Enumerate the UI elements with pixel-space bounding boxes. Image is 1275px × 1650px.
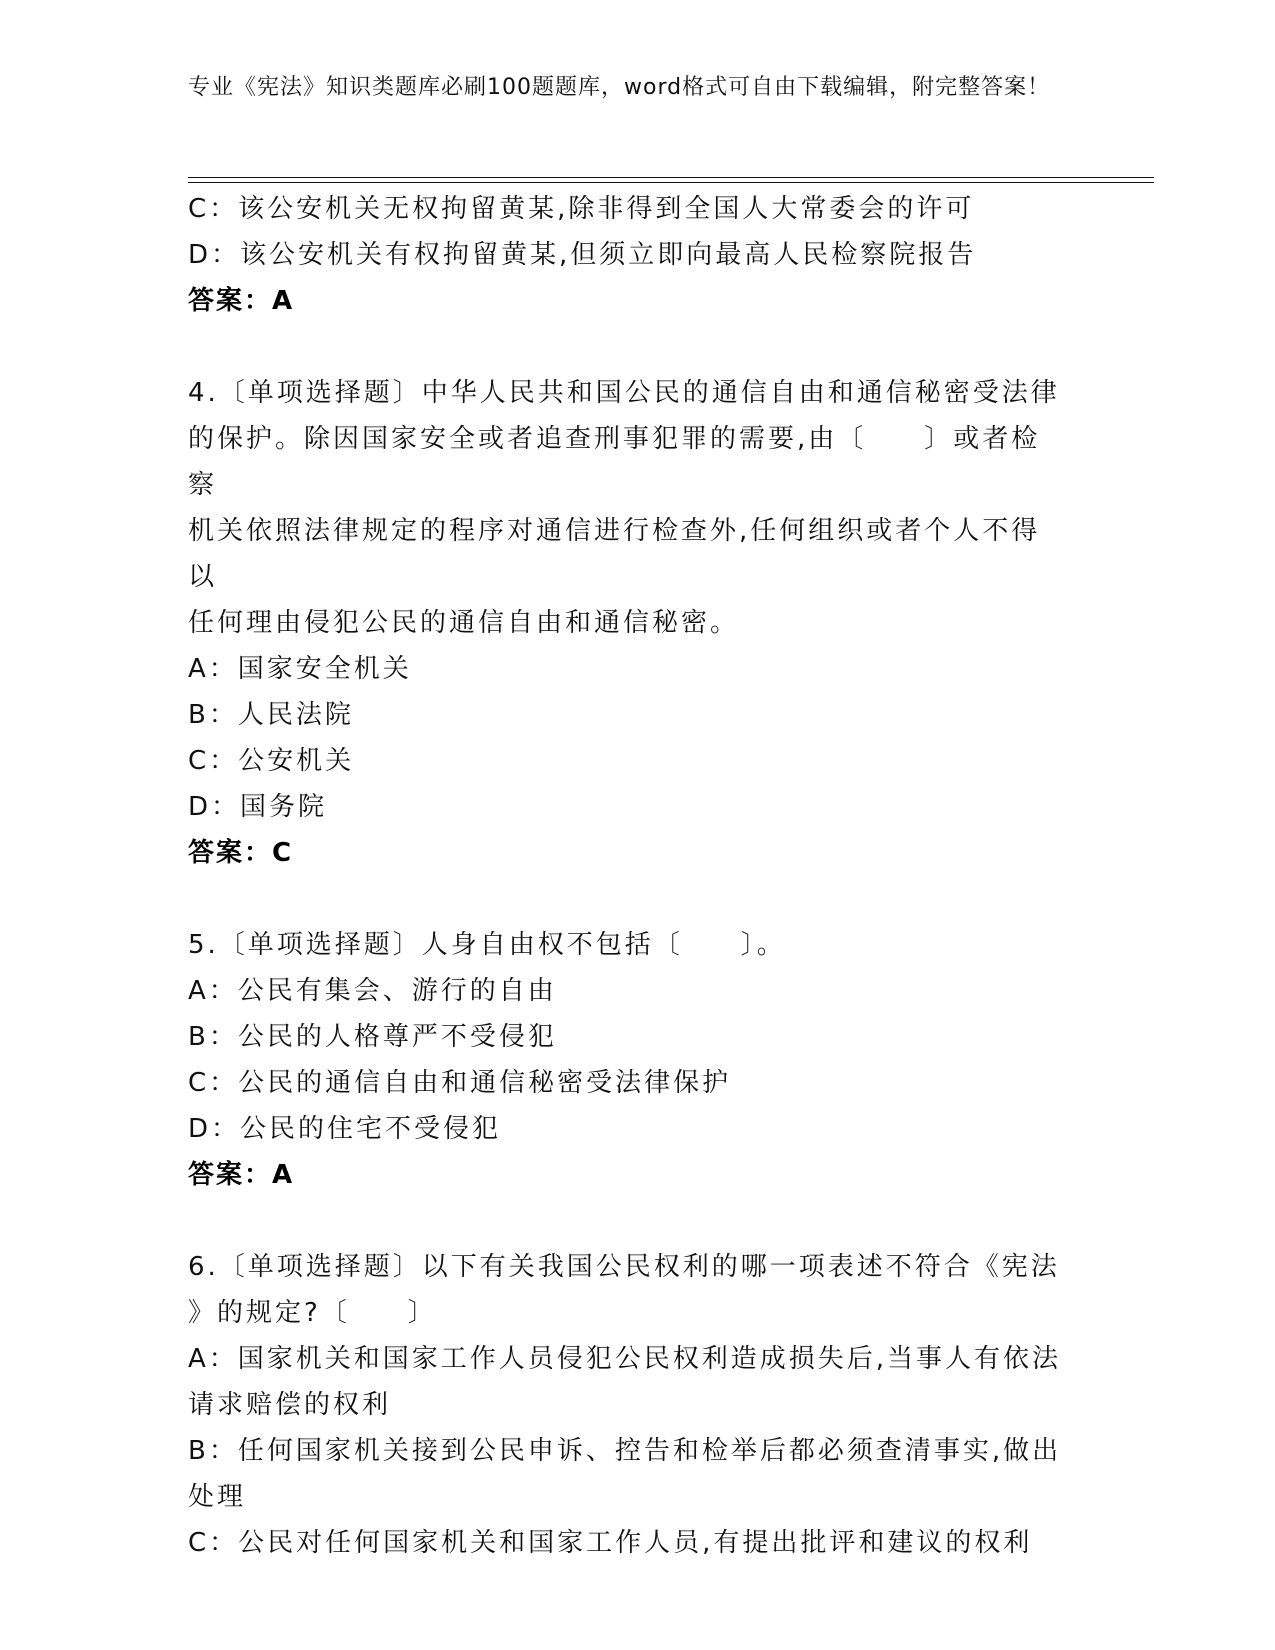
option-b-continued: 处理: [188, 1482, 247, 1512]
question-stem-line: 6.〔单项选择题〕以下有关我国公民权利的哪一项表述不符合《宪法: [188, 1252, 1060, 1282]
question-5: [188, 922, 1068, 1198]
header-rule-bottom: [188, 182, 1154, 183]
option-a: A：国家安全机关: [188, 654, 412, 684]
question-stem-line: 任何理由侵犯公民的通信自由和通信秘密。: [188, 608, 740, 638]
option-a-continued: 请求赔偿的权利: [188, 1390, 392, 1420]
option-a: A：公民有集会、游行的自由: [188, 976, 557, 1006]
option-b: B：公民的人格尊严不受侵犯: [188, 1022, 557, 1052]
spacer: [188, 876, 1068, 922]
option-b: B：任何国家机关接到公民申诉、控告和检举后都必须查清事实,做出: [188, 1436, 1062, 1466]
option-c: C：公民的通信自由和通信秘密受法律保护: [188, 1068, 732, 1098]
option-line: D：该公安机关有权拘留黄某,但须立即向最高人民检察院报告: [188, 240, 977, 270]
question-content: [188, 186, 1068, 1566]
option-d: D：国务院: [188, 792, 328, 822]
option-a: A：国家机关和国家工作人员侵犯公民权利造成损失后,当事人有依法: [188, 1344, 1062, 1374]
question-stem-line: 5.〔单项选择题〕人身自由权不包括〔 〕。: [188, 930, 786, 960]
document-header: 专业《宪法》知识类题库必刷100题题库，word格式可自由下载编辑，附完整答案！: [188, 75, 1051, 100]
option-c: C：公民对任何国家机关和国家工作人员,有提出批评和建议的权利: [188, 1528, 1033, 1558]
spacer: [188, 1198, 1068, 1244]
option-d: D：公民的住宅不受侵犯: [188, 1114, 502, 1144]
question-stem-line: 的保护。除因国家安全或者追查刑事犯罪的需要,由〔 〕或者检察: [188, 424, 1041, 500]
spacer: [188, 324, 1068, 370]
option-c: C：公安机关: [188, 746, 355, 776]
question-stem-line: 4.〔单项选择题〕中华人民共和国公民的通信自由和通信秘密受法律: [188, 378, 1060, 408]
header-rule-top: [188, 177, 1154, 178]
answer-line: 答案：A: [188, 286, 295, 316]
question-stem-line: 机关依照法律规定的程序对通信进行检查外,任何组织或者个人不得以: [188, 516, 1041, 592]
question-stem-line: 》的规定?〔 〕: [188, 1298, 437, 1328]
option-b: B：人民法院: [188, 700, 354, 730]
answer-line: 答案：A: [188, 1160, 295, 1190]
answer-line: 答案：C: [188, 838, 294, 868]
question-4: [188, 370, 1068, 876]
question-3-continued: [188, 186, 1068, 324]
question-6: [188, 1244, 1068, 1566]
option-line: C：该公安机关无权拘留黄某,除非得到全国人大常委会的许可: [188, 194, 975, 224]
